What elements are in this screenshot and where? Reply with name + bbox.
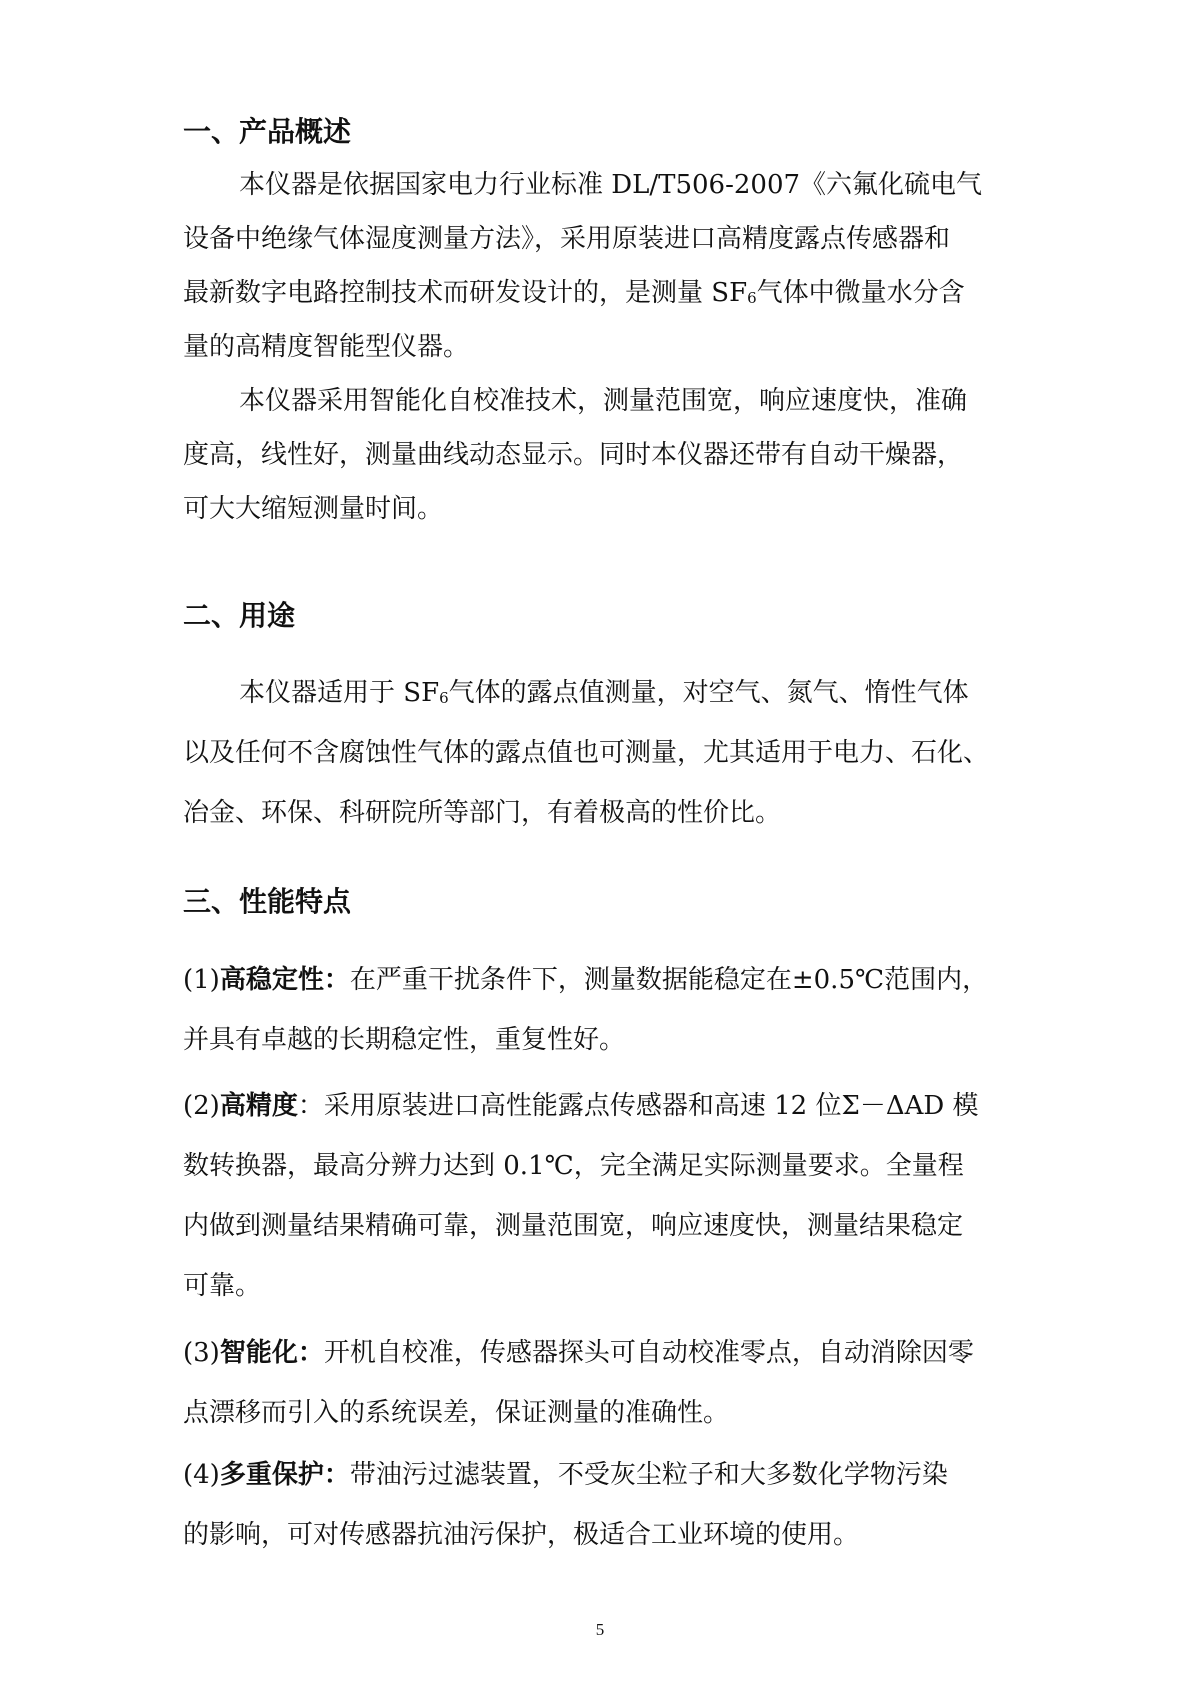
item-number: (2) — [183, 1091, 220, 1121]
subscript: 6 — [747, 289, 757, 307]
section-heading-usage: 二、用途 — [183, 599, 296, 632]
text-line: 度高，线性好，测量曲线动态显示。同时本仪器还带有自动干燥器， — [183, 440, 964, 470]
item-number: (3) — [183, 1338, 220, 1368]
text-line: 数转换器，最高分辨力达到 0.1℃，完全满足实际测量要求。全量程 — [183, 1151, 964, 1181]
text-line: 设备中绝缘气体湿度测量方法》，采用原装进口高精度露点传感器和 — [183, 224, 951, 254]
text-line: 本仪器是依据国家电力行业标准 DL/T506-2007《六氟化硫电气 — [239, 170, 983, 200]
item-label: 智能化： — [219, 1338, 324, 1368]
text-run: 气体中微量水分含 — [756, 278, 965, 308]
text-line: 并具有卓越的长期稳定性，重复性好。 — [183, 1025, 626, 1055]
feature-item-precision — [183, 1093, 1043, 1303]
text-line: 可大大缩短测量时间。 — [183, 494, 444, 524]
feature-item-protection — [183, 1462, 1043, 1552]
item-label: 高稳定性： — [219, 965, 350, 995]
text-run: 在严重干扰条件下，测量数据能稳定在±0.5℃范围内， — [349, 965, 989, 995]
text-line: 本仪器采用智能化自校准技术，测量范围宽，响应速度快，准确 — [239, 386, 968, 416]
text-run: 带油污过滤装置，不受灰尘粒子和大多数化学物污染 — [349, 1460, 948, 1490]
usage-paragraph — [183, 680, 1043, 840]
item-number: (4) — [183, 1460, 220, 1490]
text-line: 的影响，可对传感器抗油污保护，极适合工业环境的使用。 — [183, 1520, 860, 1550]
text-run: 开机自校准，传感器探头可自动校准零点，自动消除因零 — [323, 1338, 974, 1368]
section-heading-features: 三、性能特点 — [183, 885, 352, 918]
item-label: 多重保护： — [219, 1460, 350, 1490]
text-line: 以及任何不含腐蚀性气体的露点值也可测量，尤其适用于电力、石化、 — [183, 738, 990, 768]
subscript: 6 — [439, 689, 449, 707]
feature-item-intelligent — [183, 1340, 1043, 1430]
overview-paragraph-2 — [183, 388, 1043, 528]
feature-item-stability — [183, 967, 1043, 1057]
text-line: 内做到测量结果精确可靠，测量范围宽，响应速度快，测量结果稳定 — [183, 1211, 964, 1241]
text-line — [183, 280, 965, 306]
page-number: 5 — [595, 1620, 605, 1639]
text-line: 冶金、环保、科研院所等部门，有着极高的性价比。 — [183, 798, 782, 828]
text-line — [239, 680, 969, 706]
text-line — [183, 1462, 948, 1488]
text-run: 最新数字电路控制技术而研发设计的，是测量 SF — [183, 278, 748, 308]
text-line — [183, 1093, 979, 1119]
text-run: ：采用原装进口高性能露点传感器和高速 12 位Σ－ΔAD 模 — [297, 1091, 979, 1121]
section-heading-overview: 一、产品概述 — [183, 115, 352, 148]
overview-paragraph-1 — [183, 172, 1043, 362]
text-line: 量的高精度智能型仪器。 — [183, 332, 470, 362]
text-line: 点漂移而引入的系统误差，保证测量的准确性。 — [183, 1398, 730, 1428]
text-run: 本仪器适用于 SF — [239, 678, 440, 708]
text-line — [183, 1340, 974, 1366]
item-number: (1) — [183, 965, 220, 995]
text-run: 气体的露点值测量，对空气、氮气、惰性气体 — [448, 678, 969, 708]
text-line — [183, 967, 988, 993]
text-line: 可靠。 — [183, 1271, 262, 1301]
item-label: 高精度 — [219, 1091, 298, 1121]
